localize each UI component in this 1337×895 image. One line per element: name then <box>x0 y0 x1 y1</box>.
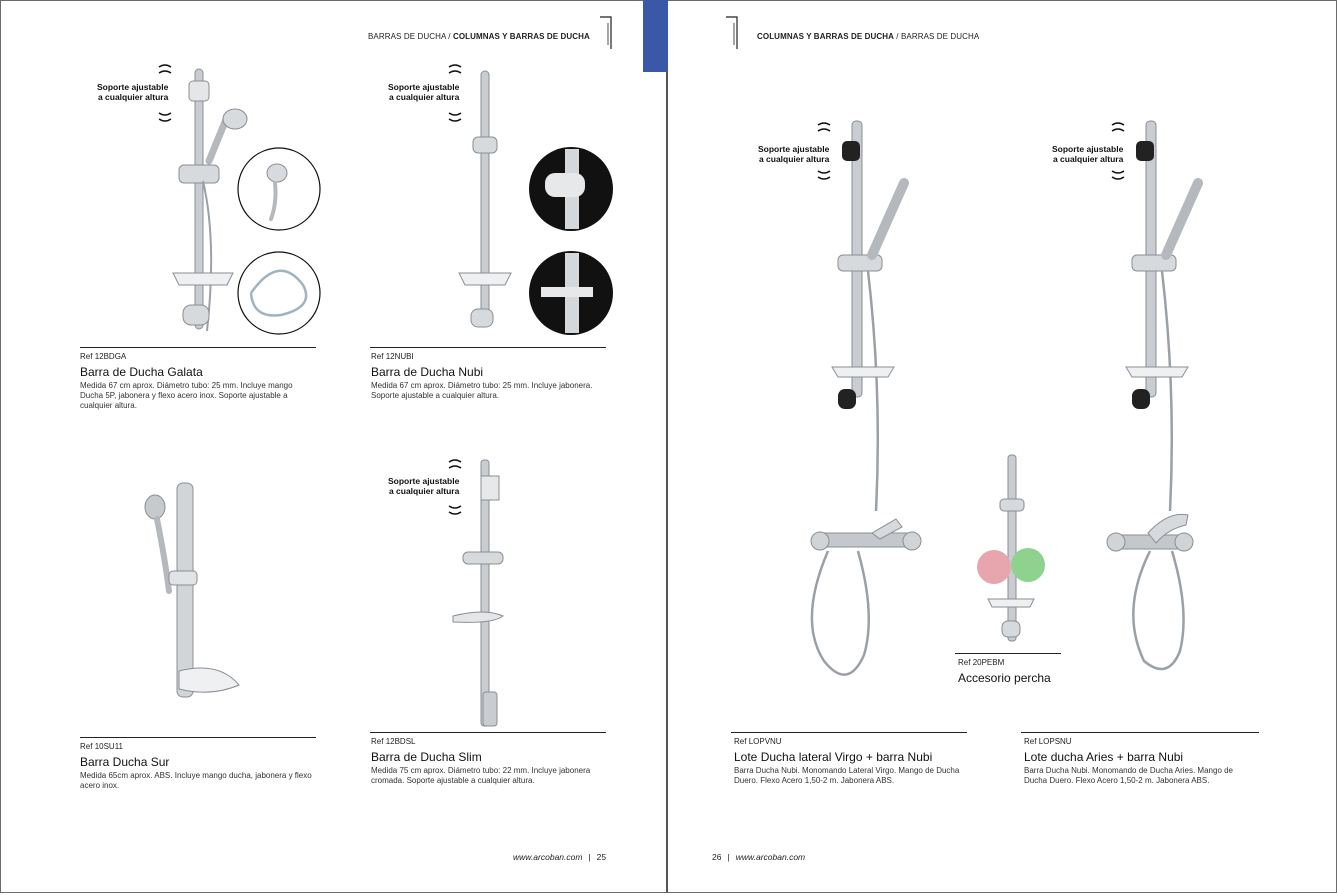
product-ref: Ref 12BDGA <box>80 352 127 361</box>
header-section: BARRAS DE DUCHA <box>368 32 446 41</box>
support-note: Soporte ajustable a cualquier altura <box>388 476 460 496</box>
product-rule <box>955 653 1061 654</box>
header-bracket-icon <box>725 15 739 49</box>
product-title: Barra Ducha Sur <box>80 755 170 769</box>
support-note: Soporte ajustable a cualquier altura <box>1052 144 1124 164</box>
galata-shower-bar-image <box>151 61 331 341</box>
support-note: Soporte ajustable a cualquier altura <box>97 82 169 102</box>
product-rule <box>370 732 606 733</box>
right-page <box>668 0 1337 893</box>
lote-virgo-shower-set-image <box>806 119 932 679</box>
product-description: Medida 65cm aprox. ABS. Incluye mango ducha, jabonera y flexo acero inox. <box>80 771 312 790</box>
product-description: Medida 67 cm aprox. Diámetro tubo: 25 mm. Incluye jabonera. Soporte ajustable a cualquier altura. <box>371 381 593 400</box>
header-bracket-icon <box>599 15 613 49</box>
left-page-footer: www.arcoban.com | 25 <box>513 852 607 862</box>
footer-website: www.arcoban.com <box>513 852 583 862</box>
header-section: BARRAS DE DUCHA <box>900 32 980 41</box>
support-note: Soporte ajustable a cualquier altura <box>388 82 460 102</box>
lote-aries-shower-set-image <box>1100 119 1226 679</box>
product-ref: Ref 10SU11 <box>80 742 124 751</box>
slim-shower-bar-image <box>441 456 521 728</box>
product-description: Barra Ducha Nubi. Monomando de Ducha Aries. Mango de Ducha Duero. Flexo Acero 1,50-2 m. Jabonera ABS. <box>1024 766 1234 785</box>
product-ref: Ref LOPSNU <box>1024 737 1072 746</box>
product-title: Barra de Ducha Nubi <box>371 365 484 379</box>
footer-website: www.arcoban.com <box>735 852 806 862</box>
product-title: Accesorio percha <box>958 671 1051 685</box>
left-page <box>0 0 668 893</box>
page-number: 25 <box>596 852 607 862</box>
product-description: Barra Ducha Nubi. Monomando Lateral Virgo. Mango de Ducha Duero. Flexo Acero 1,50-2 m. Jabonera ABS. <box>734 766 960 785</box>
product-ref: Ref 12BDSL <box>371 737 416 746</box>
left-page-header: BARRAS DE DUCHA / COLUMNAS Y BARRAS DE DUCHA <box>368 32 590 41</box>
product-description: Medida 67 cm aprox. Diámetro tubo: 25 mm. Incluye mango Ducha 5P, jabonera y flexo acero inox. Soporte ajustable a cualquier altura. <box>80 381 293 410</box>
product-ref: Ref 12NUBI <box>371 352 414 361</box>
product-ref: Ref LOPVNU <box>734 737 782 746</box>
percha-accessory-image <box>974 453 1058 643</box>
nubi-shower-bar-image <box>441 61 621 341</box>
right-page-header: COLUMNAS Y BARRAS DE DUCHA / BARRAS DE DUCHA <box>757 32 980 41</box>
product-description: Medida 75 cm aprox. Diámetro tubo: 22 mm. Incluye jabonera cromada. Soporte ajustable a cualquier altura. <box>371 766 591 785</box>
product-rule <box>80 737 316 738</box>
product-title: Barra de Ducha Slim <box>371 750 482 764</box>
product-rule <box>1021 732 1259 733</box>
support-note: Soporte ajustable a cualquier altura <box>758 144 830 164</box>
right-page-footer: 26 | www.arcoban.com <box>712 852 806 862</box>
product-title: Lote Ducha lateral Virgo + barra Nubi <box>734 750 933 764</box>
product-rule <box>370 347 606 348</box>
page-number: 26 <box>712 852 722 862</box>
product-rule <box>731 732 967 733</box>
product-ref: Ref 20PEBM <box>958 658 1005 667</box>
header-current-section: COLUMNAS Y BARRAS DE DUCHA <box>757 32 894 41</box>
product-title: Barra de Ducha Galata <box>80 365 203 379</box>
product-title: Lote ducha Aries + barra Nubi <box>1024 750 1184 764</box>
header-current-section: COLUMNAS Y BARRAS DE DUCHA <box>452 32 590 41</box>
product-rule <box>80 347 316 348</box>
sur-shower-bar-image <box>139 481 249 703</box>
